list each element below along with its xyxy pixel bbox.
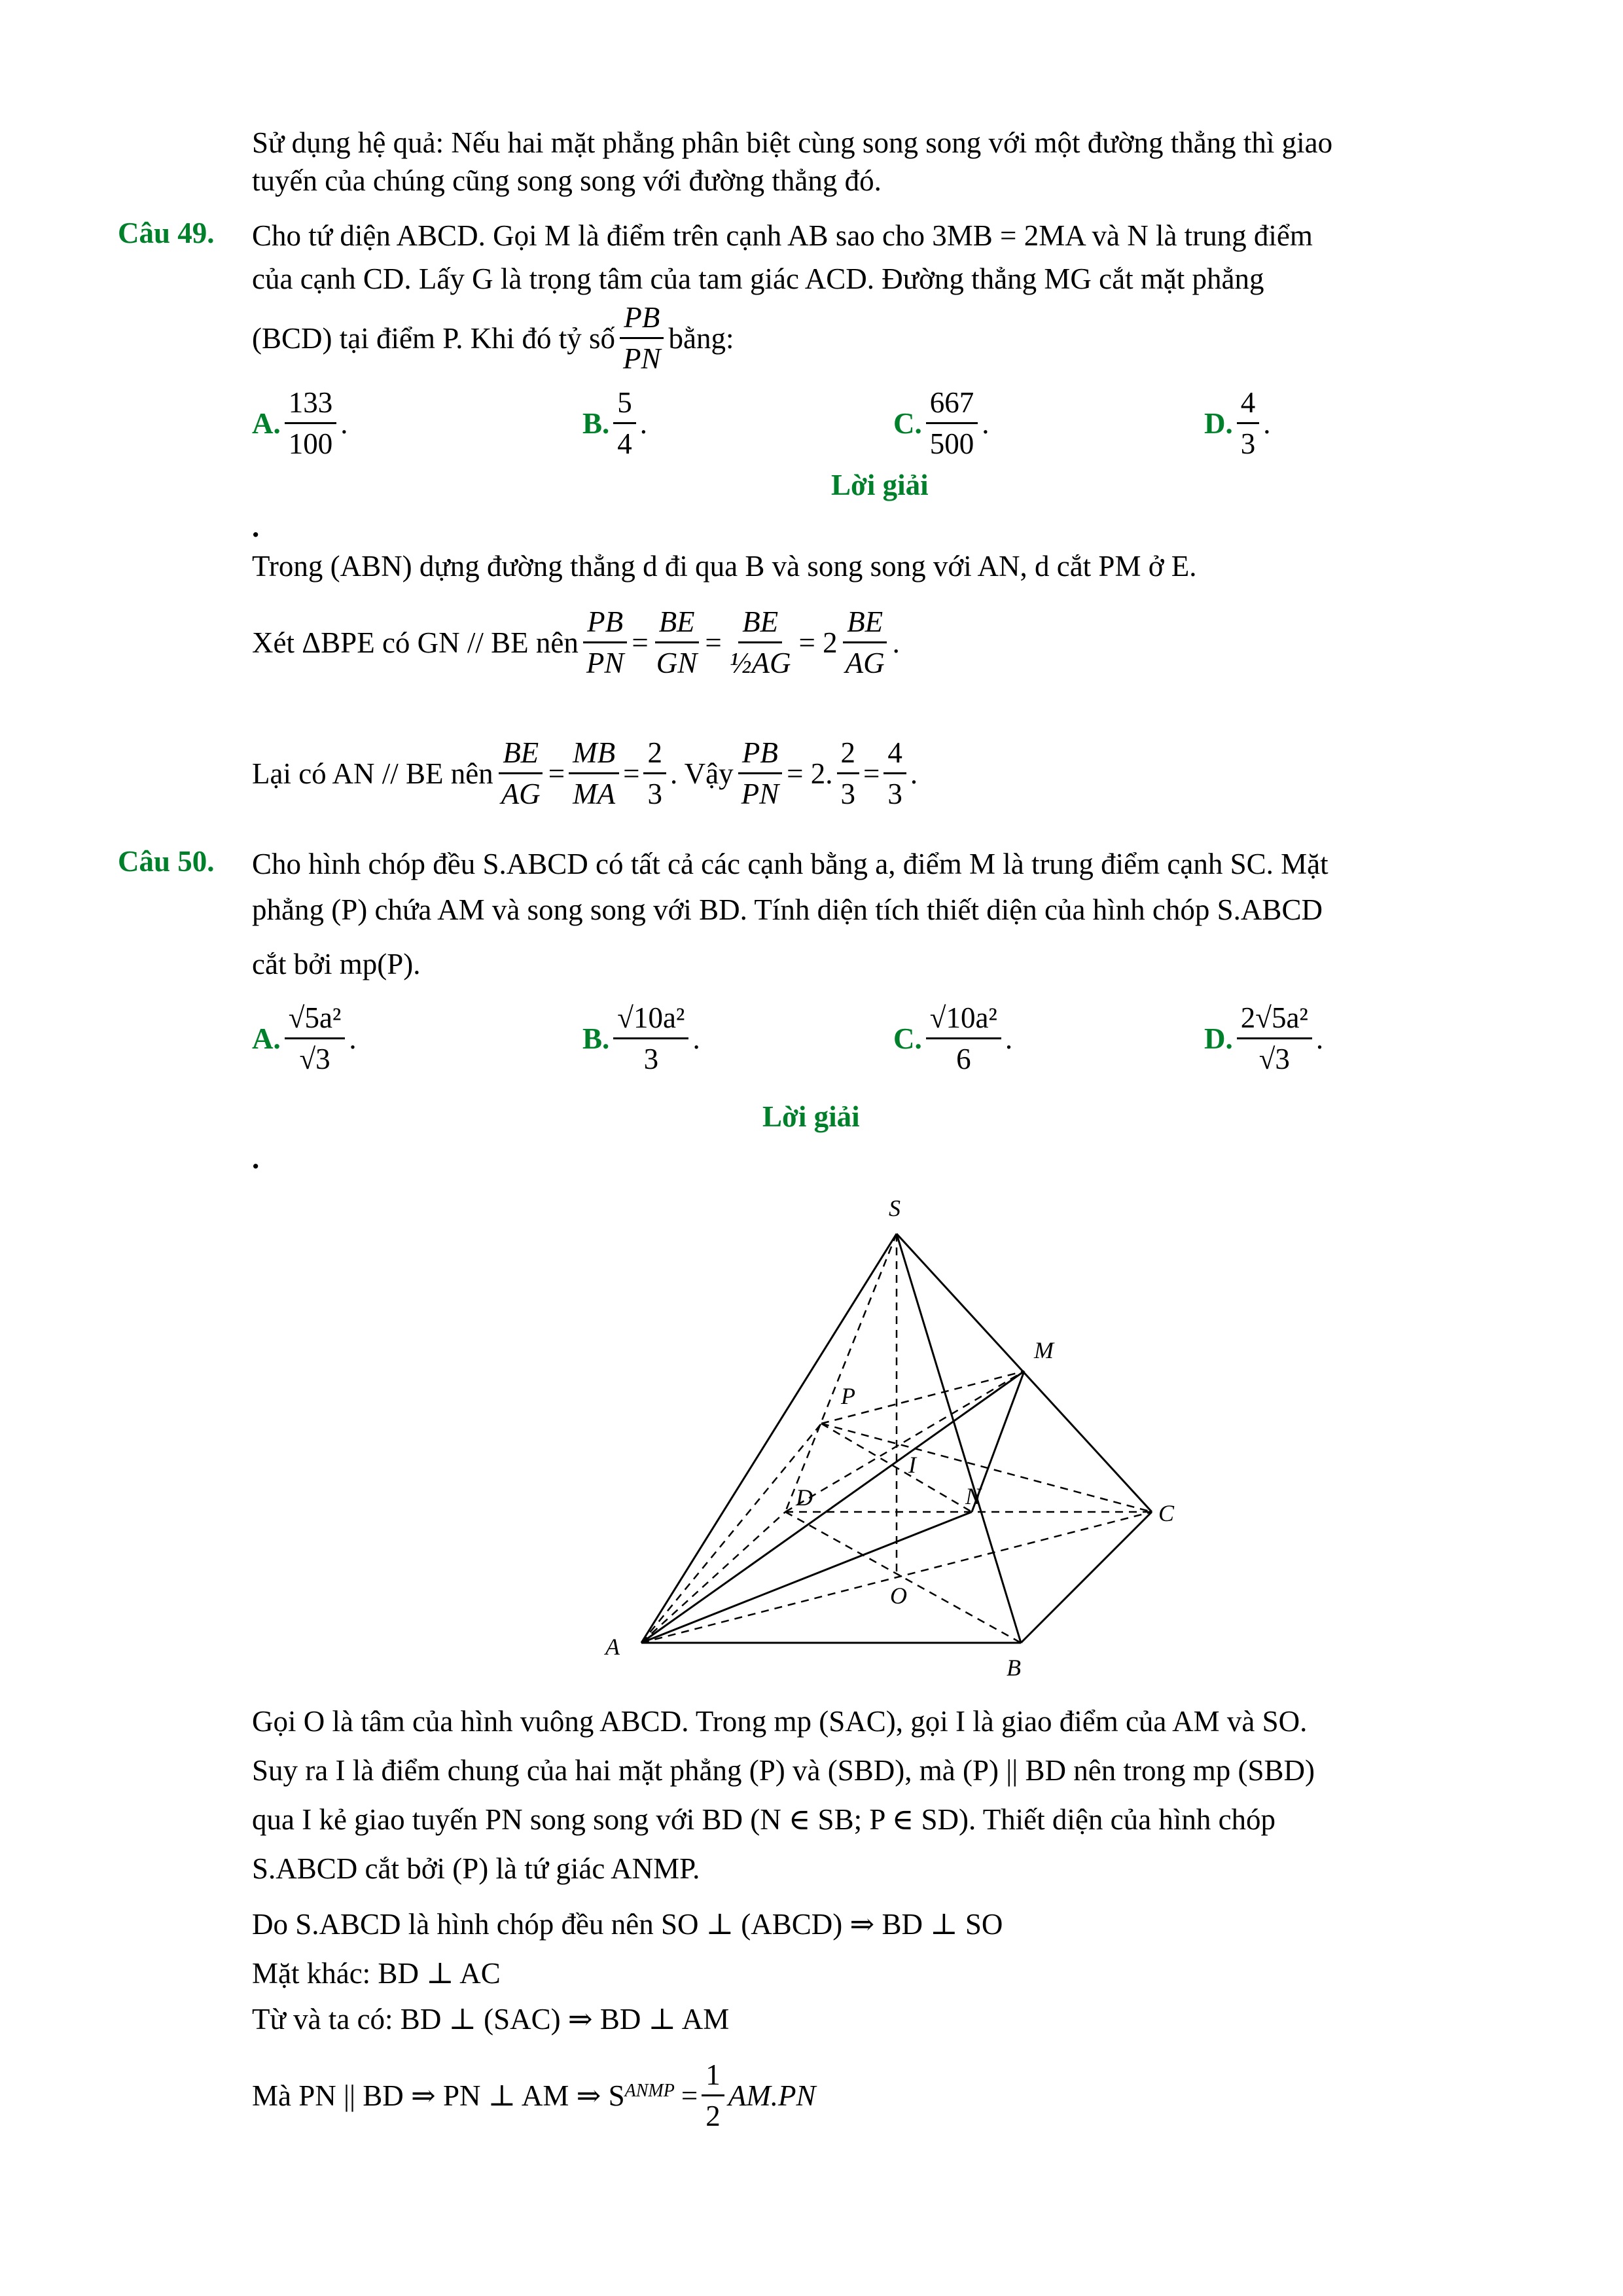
- q49-option-c-key: C.: [893, 406, 922, 440]
- q49-option-c-den: 500: [929, 427, 974, 460]
- q50-option-d[interactable]: D. $\frac{\text{2√5a²}}{√3}$ .: [1204, 998, 1323, 1079]
- frac-den: ½AG: [729, 647, 791, 679]
- edge-AD-hidden: [641, 1512, 785, 1643]
- q49-option-a-num: 133: [285, 383, 337, 424]
- q49-step-3-frac-2: [569, 733, 619, 814]
- pyramid-figure: [589, 1178, 1204, 1695]
- frac-den: MA: [573, 778, 616, 810]
- frac-den: PN: [586, 647, 624, 679]
- q49-step-2-coef: = 2: [798, 626, 838, 659]
- edge-SD-hidden: [785, 1234, 897, 1512]
- label-S: S: [889, 1195, 901, 1221]
- q50-option-a-num: √5a²: [285, 998, 346, 1039]
- label-M: M: [1034, 1337, 1054, 1363]
- q50-p8-text: Mà PN || BD ⇒ PN ⊥ AM ⇒ S: [252, 2079, 625, 2112]
- q50-solution-p7: Từ và ta có: BD ⊥ (SAC) ⇒ BD ⊥ AM: [252, 2003, 730, 2036]
- q49-option-b-num: 5: [613, 383, 636, 424]
- q50-option-a-key: A.: [252, 1022, 281, 1055]
- q50-option-b-key: B.: [582, 1022, 610, 1055]
- q49-line-3-text: (BCD) tại điểm P. Khi đó tỷ số: [252, 321, 616, 355]
- q49-step-3-text-c: = 2.: [787, 757, 833, 790]
- q49-step-3-frac-4: [738, 733, 783, 814]
- q49-step-3-frac-6: [883, 733, 906, 814]
- q50-option-d-key: D.: [1204, 1022, 1233, 1055]
- q49-option-d-fraction: [1237, 383, 1260, 463]
- frac-den: AG: [845, 647, 885, 679]
- q49-option-d[interactable]: D. $\frac{4}{3}$ .: [1204, 383, 1271, 463]
- q50-solution-p2: Suy ra I là điểm chung của hai mặt phẳng (P) và (SBD), mà (P) || BD nên trong mp (SBD): [252, 1754, 1315, 1787]
- q49-line-1: Cho tứ diện ABCD. Gọi M là điểm trên cạnh AB sao cho 3MB = 2MA và N là trung điểm: [252, 219, 1313, 252]
- frac-num: BE: [499, 733, 543, 774]
- diagonal-BD-hidden: [785, 1512, 1021, 1643]
- frac-num: BE: [655, 602, 699, 643]
- q49-solution-dot: .: [252, 511, 260, 543]
- q50-p8-text-end: AM.PN: [728, 2079, 816, 2112]
- q50-option-b-num: √10a²: [613, 998, 688, 1039]
- q49-step-2-frac-2: [652, 602, 702, 683]
- label-B: B: [1007, 1655, 1021, 1681]
- q49-option-c-fraction: [926, 383, 978, 463]
- q50-p8-fraction: [702, 2055, 724, 2136]
- segment-DM-hidden: [785, 1371, 1024, 1512]
- frac-num: PB: [583, 602, 627, 643]
- edge-SA: [641, 1234, 897, 1643]
- q49-option-d-num: 4: [1237, 383, 1260, 424]
- q49-step-2-frac-1: [582, 602, 628, 683]
- q49-step-3-frac-5: [837, 733, 860, 814]
- q49-line-3-end: bằng:: [668, 321, 734, 355]
- frac-num: BE: [843, 602, 887, 643]
- q50-option-b-fraction: [613, 998, 688, 1079]
- q49-step-2-frac-3: [726, 602, 795, 683]
- diagonal-AC-hidden: [641, 1512, 1152, 1643]
- frac-num: 4: [883, 733, 906, 774]
- q49-step-2-frac-4: [842, 602, 889, 683]
- q49-ratio-den: PN: [623, 342, 661, 375]
- q49-option-a-fraction: [285, 383, 337, 463]
- q50-option-c-num: √10a²: [926, 998, 1001, 1039]
- q50-option-a-den: √3: [299, 1043, 330, 1075]
- q49-option-c-num: 667: [926, 383, 978, 424]
- frac-num: 2: [643, 733, 666, 774]
- frac-num: BE: [738, 602, 782, 643]
- segment-PC-hidden: [821, 1424, 1152, 1512]
- intro-line-2: tuyến của chúng cũng song song với đường thẳng đó.: [252, 164, 882, 197]
- q49-option-d-key: D.: [1204, 406, 1233, 440]
- q50-option-d-num: 2√5a²: [1237, 998, 1312, 1039]
- q50-solution-p1: Gọi O là tâm của hình vuông ABCD. Trong mp (SAC), gọi I là giao điểm của AM và SO.: [252, 1705, 1308, 1738]
- label-N: N: [965, 1483, 982, 1509]
- q49-option-a[interactable]: A. $\frac{133}{100}$ .: [252, 383, 348, 463]
- q50-line-3: cắt bởi mp(P).: [252, 948, 421, 980]
- q49-solution-step-1: Trong (ABN) dựng đường thẳng d đi qua B và song song với AN, d cắt PM ở E.: [252, 550, 1197, 583]
- q49-step-3-text: Lại có AN // BE nên: [252, 757, 493, 790]
- q49-option-b-fraction: [613, 383, 636, 463]
- q49-step-3-frac-1: [497, 733, 544, 814]
- q49-option-a-key: A.: [252, 406, 281, 440]
- intro-line-1: Sử dụng hệ quả: Nếu hai mặt phẳng phân biệt cùng song song với một đường thẳng thì giao: [252, 126, 1333, 159]
- q49-solution-title: Lời giải: [831, 469, 929, 501]
- q50-line-1: Cho hình chóp đều S.ABCD có tất cả các cạnh bằng a, điểm M là trung điểm cạnh SC. Mặt: [252, 848, 1329, 880]
- question-49-label: Câu 49.: [118, 217, 215, 249]
- q50-option-c-fraction: [926, 998, 1001, 1079]
- q49-step-3-text-b: . Vậy: [669, 757, 734, 790]
- label-P: P: [841, 1383, 855, 1409]
- q50-solution-title: Lời giải: [762, 1100, 860, 1133]
- frac-den: 3: [647, 778, 662, 810]
- frac-num: MB: [569, 733, 619, 774]
- edge-BC: [1021, 1512, 1152, 1643]
- q49-option-d-den: 3: [1240, 427, 1256, 460]
- frac-den: PN: [741, 778, 779, 810]
- q50-option-b[interactable]: B. $\frac{\text{√10a²}}{3}$ .: [582, 998, 700, 1079]
- q49-option-c[interactable]: C. $\frac{667}{500}$ .: [893, 383, 990, 463]
- q49-line-3: [252, 298, 734, 378]
- q50-p8-equals: =: [681, 2079, 698, 2112]
- q50-solution-p6: Mặt khác: BD ⊥ AC: [252, 1957, 501, 1990]
- q50-option-c-key: C.: [893, 1022, 922, 1055]
- q49-ratio-num: PB: [620, 298, 664, 339]
- q49-solution-step-3: Lại có AN // BE nên $\frac{BE}{AG}$ = $\frac{MB}{MA}$ = $\frac{2}{3}$ . Vậy $\frac{PB}{PN}$ = 2. $\frac{2}{3}$ = $\frac{4}{3}$ .: [252, 733, 918, 814]
- frac-den: 3: [887, 778, 902, 810]
- label-A: A: [605, 1634, 620, 1660]
- q50-option-c[interactable]: C. $\frac{\text{√10a²}}{6}$ .: [893, 998, 1012, 1079]
- q50-option-b-den: 3: [643, 1043, 659, 1075]
- q50-p8-subscript: ANMP: [624, 2081, 675, 2101]
- frac-den: AG: [501, 778, 541, 810]
- frac-num: 1: [702, 2055, 724, 2096]
- frac-num: 2: [837, 733, 860, 774]
- q50-option-a[interactable]: A. $\frac{\text{√5a²}}{√3}$ .: [252, 998, 357, 1079]
- q49-option-b[interactable]: B. $\frac{5}{4}$ .: [582, 383, 647, 463]
- q50-line-2: phẳng (P) chứa AM và song song với BD. Tính diện tích thiết diện của hình chóp S.ABCD: [252, 893, 1323, 926]
- q50-option-c-den: 6: [956, 1043, 971, 1075]
- segment-AN: [641, 1512, 972, 1643]
- q50-option-a-fraction: [285, 998, 346, 1079]
- frac-num: PB: [738, 733, 782, 774]
- q50-solution-p5: Do S.ABCD là hình chóp đều nên SO ⊥ (ABCD) ⇒ BD ⊥ SO: [252, 1908, 1003, 1941]
- q49-option-b-key: B.: [582, 406, 610, 440]
- q50-solution-p4: S.ABCD cắt bởi (P) là tứ giác ANMP.: [252, 1852, 700, 1885]
- q50-option-d-den: √3: [1258, 1043, 1290, 1075]
- q49-line-2: của cạnh CD. Lấy G là trọng tâm của tam giác ACD. Đường thẳng MG cắt mặt phẳng: [252, 262, 1264, 295]
- frac-den: 2: [705, 2100, 721, 2132]
- q50-solution-p3: qua I kẻ giao tuyến PN song song với BD (N ∈ SB; P ∈ SD). Thiết diện của hình chóp: [252, 1803, 1276, 1836]
- q49-option-a-den: 100: [288, 427, 333, 460]
- frac-den: GN: [656, 647, 698, 679]
- label-I: I: [908, 1452, 916, 1478]
- q50-option-d-fraction: [1237, 998, 1312, 1079]
- q49-ratio-fraction: [619, 298, 665, 378]
- q49-step-2-text: Xét ΔBPE có GN // BE nên: [252, 626, 579, 659]
- label-O: O: [890, 1583, 907, 1609]
- label-C: C: [1158, 1500, 1175, 1526]
- q50-solution-p8: [252, 2055, 815, 2136]
- edge-SB: [897, 1234, 1021, 1643]
- q50-solution-dot: .: [252, 1142, 260, 1175]
- frac-den: 3: [840, 778, 856, 810]
- q49-step-3-frac-3: [643, 733, 666, 814]
- question-50-label: Câu 50.: [118, 845, 215, 878]
- q49-solution-step-2: Xét ΔBPE có GN // BE nên $\frac{PB}{PN}$ = $\frac{BE}{GN}$ = $\frac{BE}{\text{½AG}}$ = 2 $\frac{BE}{AG}$ .: [252, 602, 900, 683]
- q49-option-b-den: 4: [617, 427, 632, 460]
- label-D: D: [796, 1484, 813, 1511]
